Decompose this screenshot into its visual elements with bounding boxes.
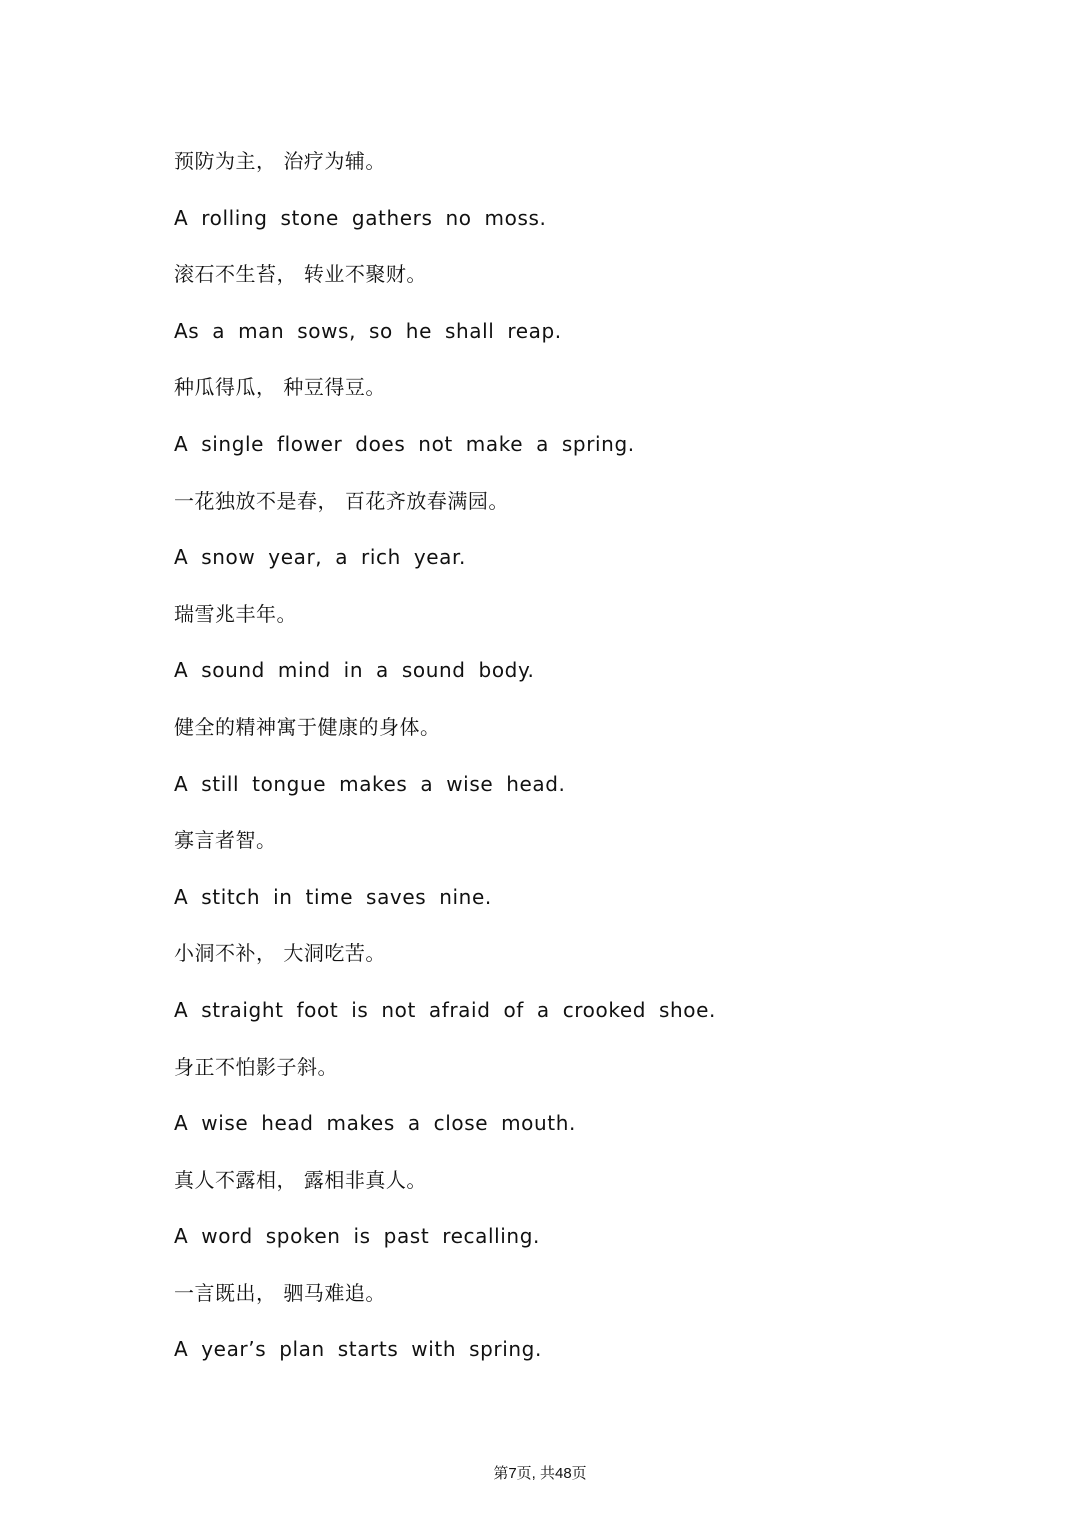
text-line: 健全的精神寓于健康的身体。 xyxy=(174,714,441,739)
text-line: A year’s plan starts with spring. xyxy=(174,1337,542,1362)
text-line: 瑞雪兆丰年。 xyxy=(174,601,297,626)
text-line: 真人不露相， 露相非真人。 xyxy=(174,1167,427,1192)
text-line: A word spoken is past recalling. xyxy=(174,1224,540,1249)
text-line: A snow year, a rich year. xyxy=(174,545,466,570)
text-line: 预防为主， 治疗为辅。 xyxy=(174,149,386,173)
text-line: A sound mind in a sound body. xyxy=(174,658,535,683)
page-number-footer: 第7页, 共48页 xyxy=(493,1465,587,1482)
text-line: A still tongue makes a wise head. xyxy=(174,771,566,796)
text-line: 小洞不补， 大洞吃苦。 xyxy=(174,941,386,966)
text-line: A single flower does not make a spring. xyxy=(174,431,635,456)
proverb-list xyxy=(174,142,994,1387)
text-line: 身正不怕影子斜。 xyxy=(174,1054,338,1079)
text-line: As a man sows, so he shall reap. xyxy=(174,318,562,343)
text-line: 寡言者智。 xyxy=(174,828,277,853)
text-line: A rolling stone gathers no moss. xyxy=(174,205,547,230)
text-line: A wise head makes a close mouth. xyxy=(174,1111,576,1136)
text-line: 一花独放不是春， 百花齐放春满园。 xyxy=(174,488,509,513)
text-line: 一言既出， 驷马难追。 xyxy=(174,1280,386,1305)
text-line: A stitch in time saves nine. xyxy=(174,884,492,909)
text-line: 滚石不生苔， 转业不聚财。 xyxy=(174,262,427,287)
text-line: 种瓜得瓜， 种豆得豆。 xyxy=(174,375,386,400)
text-line: A straight foot is not afraid of a crooked shoe. xyxy=(174,997,716,1022)
